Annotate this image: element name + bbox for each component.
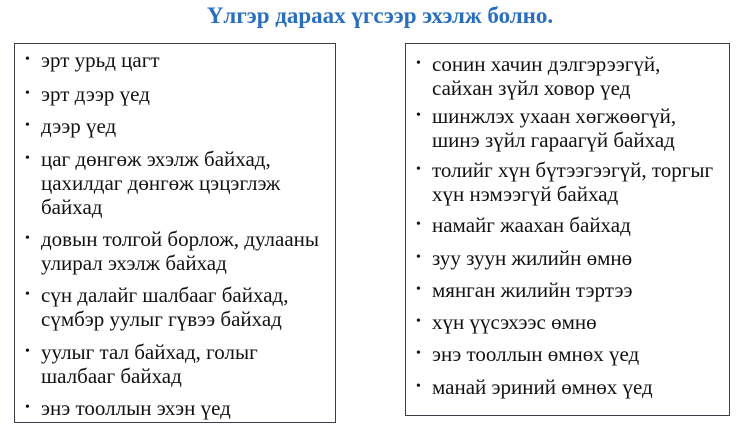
bullet-icon: • (25, 86, 30, 101)
bullet-icon: • (416, 217, 421, 232)
phrase-text (41, 227, 319, 275)
phrase-line: дээр үед (41, 114, 117, 138)
bullet-icon: • (25, 400, 30, 415)
phrase-line: хүн үүсэхээс өмнө (432, 310, 597, 334)
bullet-icon: • (416, 346, 421, 361)
bullet-icon: • (25, 118, 30, 133)
phrase-line: манай эриний өмнөх үед (432, 375, 653, 399)
phrase-text (432, 278, 632, 302)
phrase-line: шинжлэх ухаан хөгжөөгүй, (432, 104, 677, 128)
phrase-line: цаг дөнгөж эхэлж байхад, (41, 147, 271, 171)
phrase-text (432, 52, 660, 100)
phrase-line: хүн нэмээгүй байхад (432, 182, 619, 206)
phrase-line: сайхан зүйл ховор үед (432, 76, 631, 100)
phrase-line: энэ тооллын эхэн үед (41, 396, 231, 420)
bullet-icon: • (416, 108, 421, 123)
phrase-line: толийг хүн бүтээгээгүй, торгыг (432, 158, 714, 182)
bullet-icon: • (416, 56, 421, 71)
bullet-icon: • (25, 52, 30, 67)
phrase-text (41, 147, 280, 219)
phrase-line: байхад (41, 195, 103, 219)
phrase-line: сонин хачин дэлгэрээгүй, (432, 52, 661, 76)
phrase-line: шинэ зүйл гараагүй байхад (432, 128, 675, 152)
phrase-line: эрт урьд цагт (41, 48, 160, 72)
page-title: Үлгэр дараах үгсээр эхэлж болно. (206, 3, 554, 28)
phrase-line: сүн далайг шалбааг байхад, (41, 283, 289, 307)
phrase-text (432, 246, 632, 270)
phrase-text (41, 114, 116, 138)
bullet-icon: • (25, 344, 30, 359)
right-phrase-box (405, 43, 730, 416)
phrase-text (432, 213, 631, 237)
phrase-text (432, 104, 676, 152)
phrase-line: довын толгой борлож, дулааны (41, 227, 319, 251)
bullet-icon: • (416, 250, 421, 265)
phrase-line: эрт дээр үед (41, 82, 150, 106)
phrase-text (432, 158, 713, 206)
phrase-text (41, 82, 150, 106)
phrase-line: зуу зуун жилийн өмнө (432, 246, 633, 270)
phrase-text (432, 342, 639, 366)
bullet-icon: • (25, 231, 30, 246)
phrase-line: намайг жаахан байхад (432, 213, 631, 237)
phrase-line: цахилдаг дөнгөж цэцэглэж (41, 171, 281, 195)
bullet-icon: • (416, 314, 421, 329)
bullet-icon: • (25, 287, 30, 302)
phrase-line: улирал эхэлж байхад (41, 251, 227, 275)
left-phrase-box (14, 43, 336, 423)
phrase-text (41, 283, 288, 331)
phrase-text (41, 340, 258, 388)
bullet-icon: • (25, 151, 30, 166)
phrase-text (41, 396, 231, 420)
bullet-icon: • (416, 379, 421, 394)
bullet-icon: • (416, 162, 421, 177)
phrase-text (432, 375, 653, 399)
bullet-icon: • (416, 282, 421, 297)
phrase-text (41, 48, 160, 72)
phrase-line: мянган жилийн тэртээ (432, 278, 633, 302)
phrase-text (432, 310, 597, 334)
phrase-line: уулыг тал байхад, голыг (41, 340, 258, 364)
phrase-line: шалбааг байхад (41, 364, 182, 388)
phrase-line: энэ тооллын өмнөх үед (432, 342, 640, 366)
phrase-line: сүмбэр уулыг гүвээ байхад (41, 307, 282, 331)
